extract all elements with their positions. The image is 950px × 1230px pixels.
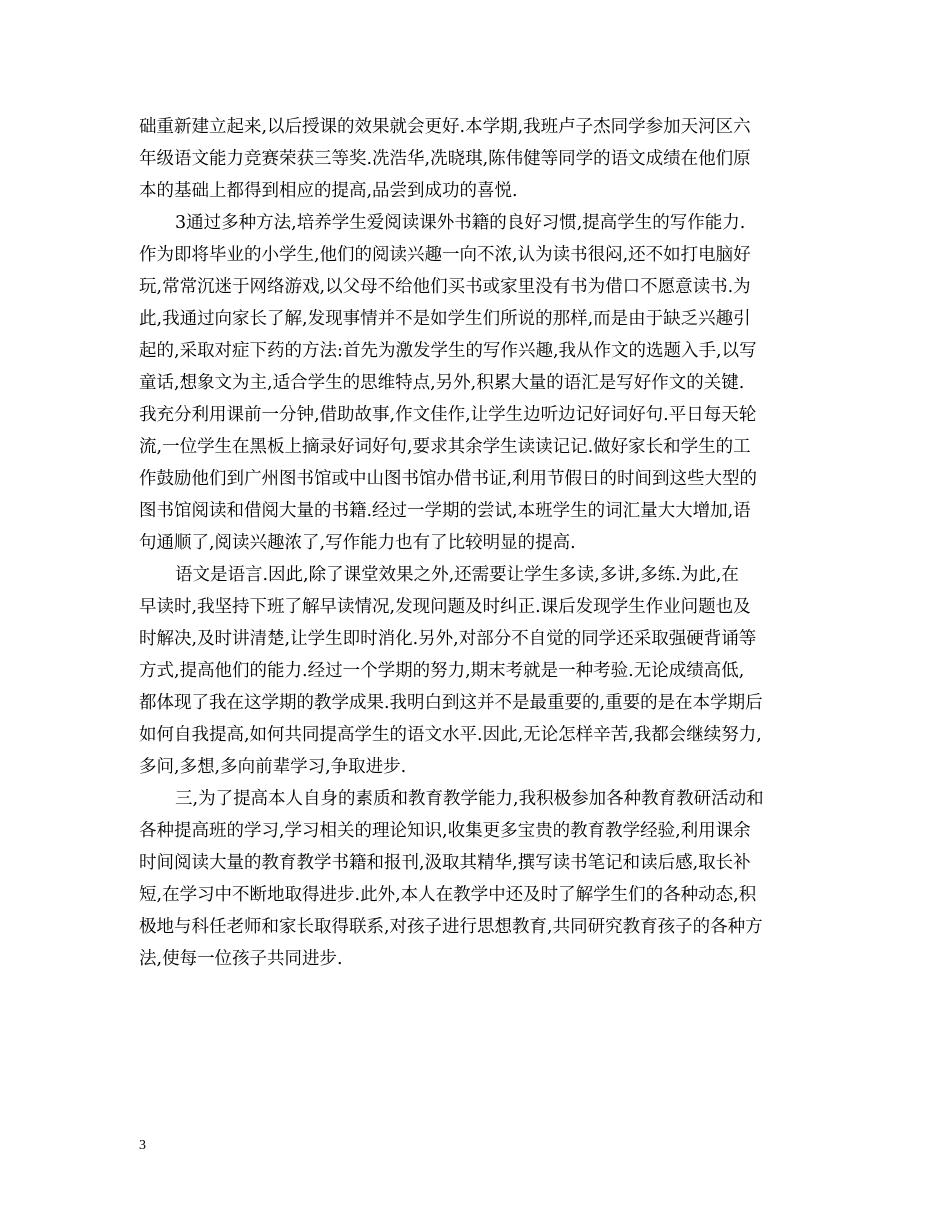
paragraph-3: [139, 559, 821, 783]
text-line: 都体现了我在这学期的教学成果.我明白到这并不是最重要的,重要的是在本学期后: [139, 693, 763, 713]
text-line: 极地与科任老师和家长取得联系,对孩子进行思想教育,共同研究教育孩子的各种方: [139, 917, 763, 937]
text-line: 图书馆阅读和借阅大量的书籍.经过一学期的尝试,本班学生的词汇量大大增加,语: [139, 501, 751, 521]
text-line: 句通顺了,阅读兴趣浓了,写作能力也有了比较明显的提高.: [139, 533, 576, 553]
text-line: 如何自我提高,如何共同提高学生的语文水平.因此,无论怎样辛苦,我都会继续努力,: [139, 725, 762, 745]
text-line: 语文是语言.因此,除了课堂效果之外,还需要让学生多读,多讲,多练.为此,在: [175, 565, 739, 585]
body-text: [139, 111, 821, 975]
page-number: 3: [139, 1138, 146, 1153]
paragraph-4: [139, 783, 821, 975]
text-line: 玩,常常沉迷于网络游戏,以父母不给他们买书或家里没有书为借口不愿意读书.为: [139, 277, 751, 297]
text-line: 本的基础上都得到相应的提高,品尝到成功的喜悦.: [139, 181, 518, 201]
text-line: 三,为了提高本人自身的素质和教育教学能力,我积极参加各种教育教研活动和: [175, 789, 764, 809]
text-line: 作为即将毕业的小学生,他们的阅读兴趣一向不浓,认为读书很闷,还不如打电脑好: [139, 245, 751, 265]
text-line: 流,一位学生在黑板上摘录好词好句,要求其余学生读读记记.做好家长和学生的工: [139, 437, 751, 457]
text-line: 此,我通过向家长了解,发现事情并不是如学生们所说的那样,而是由于缺乏兴趣引: [139, 309, 751, 329]
text-line: 多问,多想,多向前辈学习,争取进步.: [139, 757, 407, 777]
text-line: 法,使每一位孩子共同进步.: [139, 949, 343, 969]
text-line: 础重新建立起来,以后授课的效果就会更好.本学期,我班卢子杰同学参加天河区六: [139, 117, 751, 137]
text-line: 早读时,我坚持下班了解早读情况,发现问题及时纠正.课后发现学生作业问题也及: [139, 597, 751, 617]
text-line: 3通过多种方法,培养学生爱阅读课外书籍的良好习惯,提高学生的写作能力.: [175, 213, 746, 233]
text-line: 起的,采取对症下药的方法:首先为激发学生的写作兴趣,我从作文的选题入手,以写: [139, 341, 757, 361]
text-line: 作鼓励他们到广州图书馆或中山图书馆办借书证,利用节假日的时间到这些大型的: [139, 469, 758, 489]
text-line: 方式,提高他们的能力.经过一个学期的努力,期末考就是一种考验.无论成绩高低,: [139, 661, 745, 681]
text-line: 时间阅读大量的教育教学书籍和报刊,汲取其精华,撰写读书笔记和读后感,取长补: [139, 853, 751, 873]
text-line: 年级语文能力竞赛荣获三等奖.冼浩华,冼晓琪,陈伟健等同学的语文成绩在他们原: [139, 149, 751, 169]
text-line: 我充分利用课前一分钟,借助故事,作文佳作,让学生边听边记好词好句.平日每天轮: [139, 405, 757, 425]
text-line: 短,在学习中不断地取得进步.此外,本人在教学中还及时了解学生们的各种动态,积: [139, 885, 757, 905]
text-line: 各种提高班的学习,学习相关的理论知识,收集更多宝贵的教育教学经验,利用课余: [139, 821, 751, 841]
paragraph-1: [139, 111, 821, 207]
paragraph-2: [139, 207, 821, 559]
text-line: 时解决,及时讲清楚,让学生即时消化.另外,对部分不自觉的同学还采取强硬背诵等: [139, 629, 757, 649]
text-line: 童话,想象文为主,适合学生的思维特点,另外,积累大量的语汇是写好作文的关键.: [139, 373, 745, 393]
